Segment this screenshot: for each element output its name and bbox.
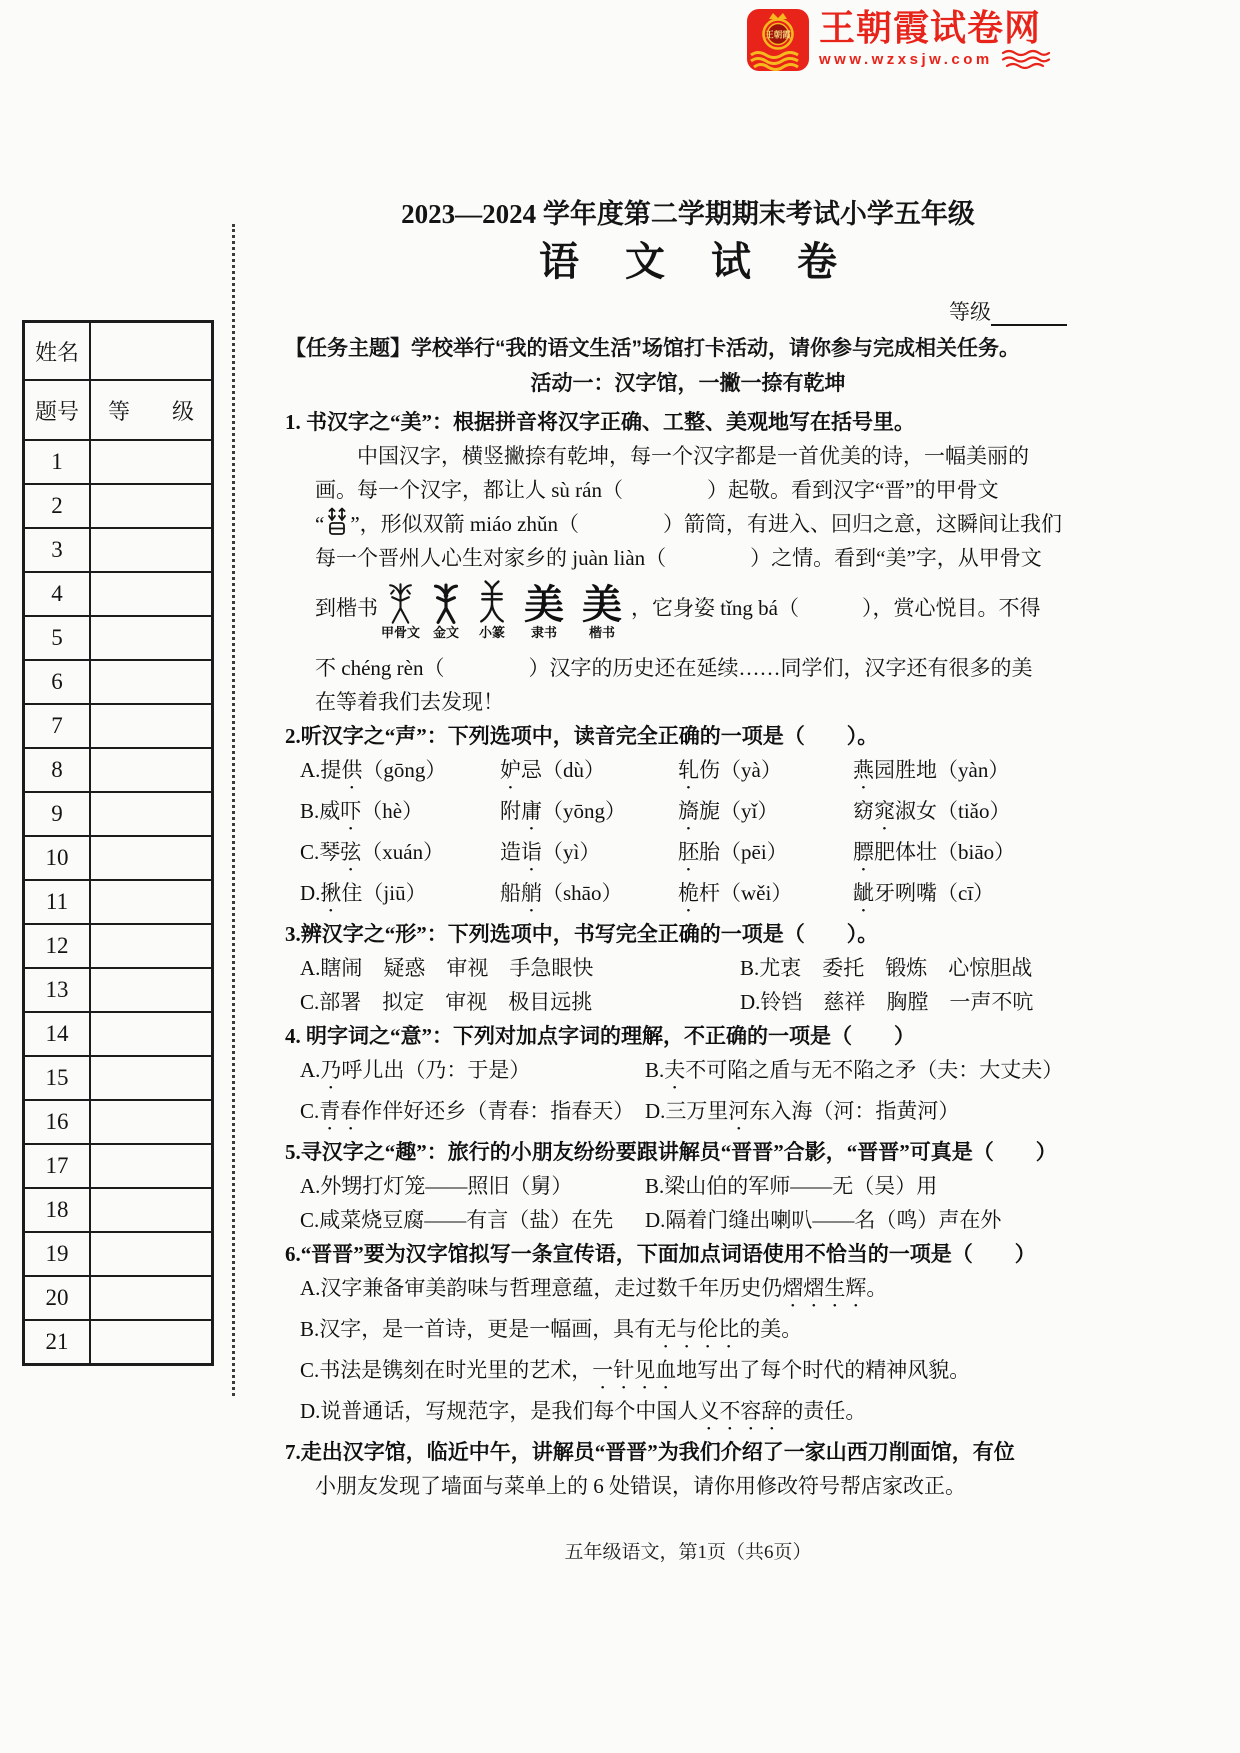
question-number-cell: 18 [25, 1189, 91, 1231]
option-cell [300, 835, 500, 876]
text-run: 的美。 [739, 1317, 803, 1341]
emphasized-text: 轧 [678, 758, 699, 782]
score-table [22, 320, 214, 1366]
score-table-row [25, 441, 211, 485]
text-run: 附 [500, 799, 521, 823]
emphasized-text: 妒 [500, 758, 521, 782]
text-run: 的责任。 [782, 1399, 867, 1423]
emphasized-text: 窕 [874, 799, 895, 823]
grade-write-in-cell [91, 793, 211, 835]
text-run: 胎（pēi） [699, 840, 788, 864]
question-number-cell: 20 [25, 1277, 91, 1319]
svg-text:王朝霞: 王朝霞 [765, 29, 791, 40]
options-row [300, 753, 1091, 794]
paragraph-line [315, 507, 1091, 541]
option-cell [645, 1053, 1091, 1094]
page-footer: 五年级语文，第1页（共6页） [564, 1542, 812, 1563]
text-run: 4. 明字词之“意”：下列对加点字词的理解，不正确的一项是（ ） [285, 1024, 915, 1048]
question-number-cell: 14 [25, 1013, 91, 1055]
seal-mei-glyph [478, 579, 506, 625]
text-run: C.琴 [300, 840, 341, 864]
score-table-row [25, 485, 211, 529]
grade-write-in-blank [991, 304, 1067, 326]
exam-content [285, 196, 1091, 1564]
jin-oracle-glyph [325, 507, 349, 537]
option-cell [678, 876, 853, 917]
emphasized-text: 艄 [521, 881, 542, 905]
question-number-cell: 2 [25, 485, 91, 527]
script-evolution-row [315, 579, 1091, 640]
question-stem [285, 405, 1091, 439]
question-stem [285, 1435, 1091, 1469]
score-table-row [25, 1321, 211, 1363]
score-table-row [25, 617, 211, 661]
oracle-mei-glyph [387, 583, 414, 625]
text-run: 6.“晋晋”要为汉字馆拟写一条宣传语，下面加点词语使用不恰当的一项是（ ） [285, 1242, 1036, 1266]
paragraph-line [315, 541, 1091, 575]
option-cell [500, 753, 678, 794]
option-cell [300, 1169, 645, 1203]
logo-url: www.wzxsjw.com [819, 50, 993, 68]
score-table-row [25, 749, 211, 793]
score-table-row [25, 1233, 211, 1277]
text-run: 小朋友发现了墙面与菜单上的 6 处错误，请你用修改符号帮店家改正。 [315, 1474, 966, 1498]
score-table-row [25, 1013, 211, 1057]
question-number-cell: 21 [25, 1321, 91, 1363]
text-run: B. [645, 1058, 665, 1082]
text-run: D.铃铛 慈祥 胸膛 一声不吭 [740, 990, 1034, 1014]
question-stem [285, 1135, 1091, 1169]
option-cell [645, 1094, 1091, 1135]
text-run: （shāo） [542, 881, 623, 905]
text-run: 住（jiū） [341, 881, 427, 905]
text-run: D.隔着门缝出喇叭——名（鸣）声在外 [645, 1208, 1002, 1232]
emphasized-text: 熠熠生辉 [782, 1276, 867, 1300]
text-run: 窈 [853, 799, 874, 823]
exam-session-title: 2023—2024 学年度第二学期期末考试小学五年级 [401, 199, 975, 229]
name-label: 姓名 [25, 323, 91, 379]
option-cell [300, 1203, 645, 1237]
grade-line [285, 296, 1091, 326]
option-cell [645, 1169, 1091, 1203]
text-run: （yōng） [542, 799, 626, 823]
score-table-row [25, 573, 211, 617]
option-line [300, 1312, 1091, 1353]
task-theme-line: 【任务主题】学校举行“我的语文生活”场馆打卡活动，请你参与完成相关任务。 [285, 337, 1020, 360]
evolution-prefix: 到楷书 [315, 596, 378, 620]
option-cell [300, 985, 740, 1019]
emphasized-text: 夫 [664, 1058, 686, 1082]
grade-label: 等级 [949, 300, 991, 324]
emphasized-text: 供 [341, 758, 363, 782]
option-cell [678, 794, 853, 835]
option-cell [740, 951, 1091, 985]
emphasized-text: 吓 [340, 799, 362, 823]
text-run: 肥体壮（biāo） [874, 840, 1016, 864]
question-number-cell: 4 [25, 573, 91, 615]
question-number-cell: 6 [25, 661, 91, 703]
grade-write-in-cell [91, 529, 211, 571]
option-cell [853, 876, 1091, 917]
text-run: 旎（yǐ） [699, 799, 779, 823]
text-run: 园胜地（yàn） [874, 758, 1010, 782]
emphasized-text: 弦 [340, 840, 362, 864]
option-cell [853, 835, 1091, 876]
option-line [300, 1394, 1091, 1435]
emphasized-text: 河 [728, 1099, 750, 1123]
text-run: 淑女（tiǎo） [895, 799, 1011, 823]
question-number-label: 题号 [25, 381, 91, 439]
text-run: A.外甥打灯笼——照旧（舅） [300, 1174, 573, 1198]
text-run: A.提 [300, 758, 342, 782]
question-number-cell: 7 [25, 705, 91, 747]
text-run: A. [300, 1058, 321, 1082]
grade-write-in-cell [91, 485, 211, 527]
option-line [300, 1353, 1091, 1394]
option-cell [678, 835, 853, 876]
option-cell [500, 794, 678, 835]
question-number-cell: 10 [25, 837, 91, 879]
option-cell [300, 794, 500, 835]
grade-write-in-cell [91, 1277, 211, 1319]
page-title: 语 文 试 卷 [539, 239, 855, 284]
score-table-name-row [25, 323, 211, 381]
option-cell [300, 876, 500, 917]
text-run: D.三万里 [645, 1099, 729, 1123]
script-style-label: 甲骨文 [380, 625, 421, 640]
text-run: （yì） [542, 840, 601, 864]
score-table-row [25, 529, 211, 573]
grade-write-in-cell [91, 1233, 211, 1275]
text-run: 每一个晋州人心生对家乡的 juàn liàn（ ）之情。看到“美”字，从甲骨文 [315, 546, 1042, 570]
text-run: 3.辨汉字之“形”：下列选项中，书写完全正确的一项是（ ）。 [285, 922, 879, 946]
grade-write-in-cell [91, 1321, 211, 1363]
text-run: 不 chéng rèn（ ）汉字的历史还在延续……同学们，汉字还有很多的美 [315, 656, 1033, 680]
logo-url-row [819, 49, 1051, 69]
question-stem [285, 719, 1091, 753]
text-run: D.说普通话，写规范字，是我们每个中国人 [300, 1399, 699, 1423]
question-number-cell: 16 [25, 1101, 91, 1143]
option-cell [500, 835, 678, 876]
question-number-cell: 17 [25, 1145, 91, 1187]
grade-write-in-cell [91, 881, 211, 923]
script-style-label: 隶书 [530, 625, 558, 640]
grade-write-in-cell [91, 1057, 211, 1099]
grade-write-in-cell [91, 661, 211, 703]
paragraph-line [315, 651, 1091, 685]
paragraph-line [315, 685, 1091, 719]
option-cell [300, 951, 740, 985]
question-number-cell: 9 [25, 793, 91, 835]
paragraph-line [315, 473, 1091, 507]
score-table-row [25, 969, 211, 1013]
text-run: 中国汉字，横竖撇捺有乾坤，每一个汉字都是一首优美的诗，一幅美丽的 [357, 444, 1029, 468]
score-table-row [25, 1101, 211, 1145]
option-cell [740, 985, 1091, 1019]
options-row [300, 876, 1091, 917]
text-run: 呼儿出（乃：于是） [341, 1058, 531, 1082]
option-line [300, 1271, 1091, 1312]
options-row [300, 1053, 1091, 1094]
text-run: 不可陷之盾与无不陷之矛（夫：大丈夫） [685, 1058, 1064, 1082]
text-run: 作伴好还乡（青春：指春天） [361, 1099, 635, 1123]
paragraph-line [315, 439, 1091, 473]
option-cell [853, 753, 1091, 794]
emphasized-text: 膘 [853, 840, 874, 864]
score-table-row [25, 1277, 211, 1321]
score-table-row [25, 837, 211, 881]
score-table-row [25, 705, 211, 749]
logo-wave-lines [1001, 49, 1051, 69]
grade-write-in-cell [91, 1013, 211, 1055]
question-number-cell: 5 [25, 617, 91, 659]
grade-write-in-cell [91, 705, 211, 747]
text-run: D. [300, 881, 321, 905]
script-style-label: 楷书 [588, 625, 616, 640]
bronze-mei-glyph [432, 583, 460, 625]
grade-write-in-cell [91, 1189, 211, 1231]
options-row [300, 951, 1091, 985]
emphasized-text: 揪 [320, 881, 342, 905]
text-run: C.咸菜烧豆腐——有言（盐）在先 [300, 1208, 614, 1232]
text-run: 2.听汉字之“声”：下列选项中，读音完全正确的一项是（ ）。 [285, 724, 879, 748]
text-run: （hè） [361, 799, 424, 823]
text-run: 地写出了每个时代的精神风貌。 [676, 1358, 971, 1382]
emphasized-text: 诣 [521, 840, 542, 864]
text-run: 伤（yà） [699, 758, 782, 782]
grade-write-in-cell [91, 617, 211, 659]
grade-column-label: 等 级 [107, 398, 204, 424]
logo-text-block [819, 8, 1051, 69]
grade-write-in-cell [91, 1101, 211, 1143]
mei-character: 美 [524, 582, 564, 627]
question-number-cell: 19 [25, 1233, 91, 1275]
options-row [300, 794, 1091, 835]
emphasized-text: 旖 [678, 799, 699, 823]
text-run: 画。每一个汉字，都让人 sù rán（ ）起敬。看到汉字“晋”的甲骨文 [315, 478, 999, 502]
site-logo [746, 8, 1051, 72]
text-run: A.汉字兼备审美韵味与哲理意蕴，走过数千年历史仍 [300, 1276, 783, 1300]
question-number-cell: 8 [25, 749, 91, 791]
option-cell [300, 753, 500, 794]
question-number-cell: 3 [25, 529, 91, 571]
text-run: B.梁山伯的军师——无（吴）用 [645, 1174, 938, 1198]
emphasized-text: 庸 [521, 799, 542, 823]
grade-write-in-cell [91, 969, 211, 1011]
question-number-cell: 12 [25, 925, 91, 967]
question-stem [285, 1237, 1091, 1271]
score-table-row [25, 925, 211, 969]
grade-write-in-cell [91, 573, 211, 615]
text-run: 。 [866, 1276, 888, 1300]
text-run: ，它身姿 tǐng bá（ ），赏心悦目。不得 [631, 596, 1041, 620]
score-table-header-row [25, 381, 211, 441]
question-number-cell: 15 [25, 1057, 91, 1099]
emphasized-text: 燕 [853, 758, 874, 782]
text-run: 1. 书汉字之“美”：根据拼音将汉字正确、工整、美观地写在括号里。 [285, 410, 915, 434]
question-number-cell: 13 [25, 969, 91, 1011]
paragraph-line [315, 1469, 1091, 1503]
option-cell [853, 794, 1091, 835]
text-run: （xuán） [361, 840, 445, 864]
options-row [300, 1169, 1091, 1203]
option-cell [500, 876, 678, 917]
score-table-row [25, 1145, 211, 1189]
emphasized-text: 龇 [853, 881, 874, 905]
options-row [300, 1203, 1091, 1237]
emphasized-text: 胚 [678, 840, 699, 864]
text-run: 牙咧嘴（cī） [874, 881, 995, 905]
text-run: A.瞎闹 疑惑 审视 手急眼快 [300, 956, 594, 980]
grade-write-in-cell [91, 1145, 211, 1187]
text-run: 忌（dù） [521, 758, 605, 782]
script-evolution-item [582, 582, 622, 640]
script-evolution-item [432, 583, 460, 640]
text-run: C.书法是镌刻在时光里的艺术， [300, 1358, 593, 1382]
text-run: “ [315, 512, 325, 536]
score-table-row [25, 1189, 211, 1233]
body-lines [285, 405, 1091, 1503]
emphasized-text: 无与伦比 [655, 1317, 740, 1341]
logo-title: 王朝霞试卷网 [819, 7, 1042, 48]
text-run: B.尤衷 委托 锻炼 心惊胆战 [740, 956, 1033, 980]
activity-title: 活动一：汉字馆，一撇一捺有乾坤 [530, 372, 846, 395]
question-number-cell: 1 [25, 441, 91, 483]
option-cell [300, 1094, 645, 1135]
text-run: （gōng） [362, 758, 447, 782]
text-run: 在等着我们去发现！ [315, 690, 504, 714]
score-table-row [25, 881, 211, 925]
text-run: 造 [500, 840, 521, 864]
text-run: ”，形似双箭 miáo zhǔn（ ）箭筒，有进入、回归之意，这瞬间让我们 [350, 512, 1062, 536]
emphasized-text: 桅 [678, 881, 699, 905]
emphasized-text: 一针见血 [592, 1358, 677, 1382]
text-run: 5.寻汉字之“趣”：旅行的小朋友纷纷要跟讲解员“晋晋”合影，“晋晋”可真是（ ） [285, 1140, 1057, 1164]
text-run: B.威 [300, 799, 341, 823]
option-cell [678, 753, 853, 794]
options-row [300, 985, 1091, 1019]
text-run: C. [300, 1099, 320, 1123]
emphasized-text: 青春 [319, 1099, 362, 1123]
question-number-cell: 11 [25, 881, 91, 923]
grade-write-in-cell [91, 925, 211, 967]
grade-write-in-cell [91, 837, 211, 879]
score-table-row [25, 661, 211, 705]
question-stem [285, 917, 1091, 951]
script-style-label: 金文 [432, 625, 460, 640]
script-evolution-item [380, 583, 421, 640]
score-table-row [25, 793, 211, 837]
name-write-in-cell [91, 323, 211, 379]
emphasized-text: 乃 [320, 1058, 342, 1082]
option-cell [645, 1203, 1091, 1237]
emphasized-text: 义不容辞 [698, 1399, 783, 1423]
mei-character: 美 [582, 582, 622, 627]
options-row [300, 835, 1091, 876]
grade-write-in-cell [91, 749, 211, 791]
text-run: B.汉字，是一首诗，更是一幅画，具有 [300, 1317, 656, 1341]
score-table-row [25, 1057, 211, 1101]
grade-write-in-cell [91, 441, 211, 483]
logo-icon [746, 8, 810, 72]
option-cell [300, 1053, 645, 1094]
options-row [300, 1094, 1091, 1135]
text-run: 东入海（河：指黄河） [749, 1099, 960, 1123]
text-run: 杆（wěi） [699, 881, 793, 905]
question-stem [285, 1019, 1091, 1053]
text-run: 船 [500, 881, 521, 905]
script-style-label: 小篆 [478, 625, 506, 640]
text-run: 7.走出汉字馆，临近中午，讲解员“晋晋”为我们介绍了一家山西刀削面馆，有位 [285, 1440, 1015, 1464]
binding-dotted-line [232, 224, 235, 1396]
text-run: C.部署 拟定 审视 极目远挑 [300, 990, 593, 1014]
script-evolution-item [524, 582, 564, 640]
script-evolution-item [478, 579, 506, 640]
